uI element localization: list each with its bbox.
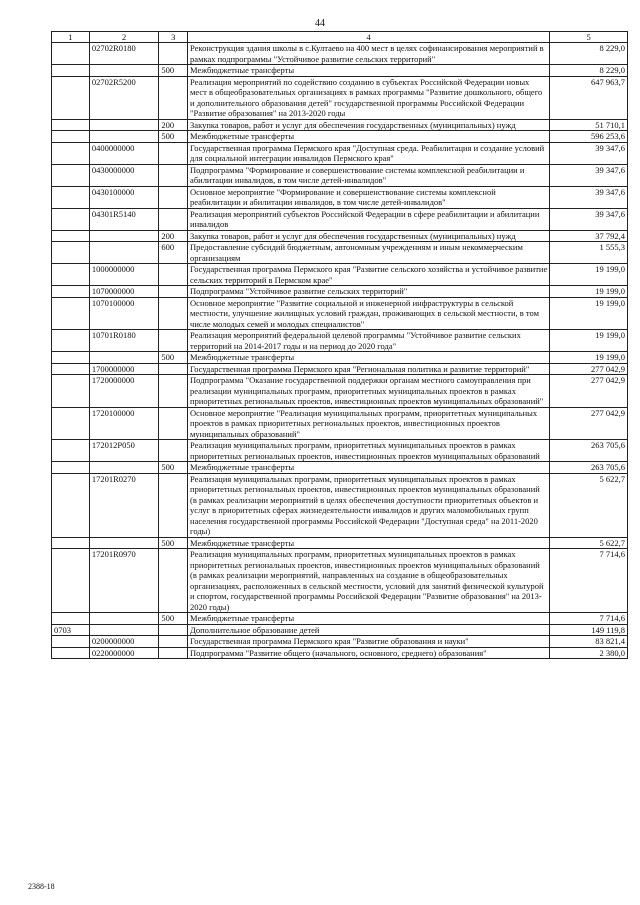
table-row: [52, 462, 628, 474]
amount-cell: 149 119,8: [550, 624, 628, 636]
target-article-cell: [89, 119, 159, 131]
section-code-cell: [52, 119, 90, 131]
table-row: [52, 537, 628, 549]
table-row: [52, 43, 628, 65]
section-code-cell: 0703: [52, 624, 90, 636]
amount-cell: 19 199,0: [550, 286, 628, 298]
table-row: [52, 286, 628, 298]
expense-type-cell: [159, 636, 188, 648]
amount-cell: 37 792,4: [550, 230, 628, 242]
item-name-cell: Межбюджетные трансферты: [188, 65, 550, 77]
item-name-cell: Государственная программа Пермского края "Развитие сельского хозяйства и устойчивое развитие сельских территорий в Пермском крае": [188, 264, 550, 286]
table-row: [52, 647, 628, 659]
expense-type-cell: [159, 43, 188, 65]
item-name-cell: Закупка товаров, работ и услуг для обеспечения государственных (муниципальных) нужд: [188, 230, 550, 242]
target-article-cell: 1070000000: [89, 286, 159, 298]
expense-type-cell: [159, 363, 188, 375]
expense-type-cell: 500: [159, 131, 188, 143]
column-header: 2: [89, 32, 159, 43]
target-article-cell: [89, 462, 159, 474]
amount-cell: 8 229,0: [550, 43, 628, 65]
target-article-cell: 17201R0970: [89, 549, 159, 613]
section-code-cell: [52, 142, 90, 164]
table-row: [52, 440, 628, 462]
expense-type-cell: 600: [159, 242, 188, 264]
target-article-cell: [89, 624, 159, 636]
item-name-cell: Государственная программа Пермского края "Доступная среда. Реабилитация и создание условий для социальной интеграции инвалидов Пермского края": [188, 142, 550, 164]
amount-cell: 277 042,9: [550, 407, 628, 440]
target-article-cell: 04301R5140: [89, 208, 159, 230]
expense-type-cell: 500: [159, 462, 188, 474]
target-article-cell: [89, 65, 159, 77]
table-row: [52, 164, 628, 186]
item-name-cell: Реализация мероприятий по содействию созданию в субъектах Российской Федерации новых мест в общеобразовательных организациях в рамках программы "Развитие дошкольного, общего и дополнительного образования детей" государственной программы Российской Федерации "Развитие образования" на 2013-2020 годы: [188, 76, 550, 119]
section-code-cell: [52, 76, 90, 119]
item-name-cell: Межбюджетные трансферты: [188, 131, 550, 143]
column-header: 3: [159, 32, 188, 43]
item-name-cell: Межбюджетные трансферты: [188, 352, 550, 364]
target-article-cell: 0430000000: [89, 164, 159, 186]
expense-type-cell: [159, 297, 188, 330]
target-article-cell: 17201R0270: [89, 473, 159, 537]
section-code-cell: [52, 65, 90, 77]
amount-cell: 277 042,9: [550, 375, 628, 408]
section-code-cell: [52, 549, 90, 613]
section-code-cell: [52, 286, 90, 298]
table-row: [52, 636, 628, 648]
amount-cell: 39 347,6: [550, 208, 628, 230]
target-article-cell: 1720000000: [89, 375, 159, 408]
item-name-cell: Подпрограмма "Оказание государственной поддержки органам местного самоуправления при реализации муниципальных программ, приоритетных муниципальных проектов в рамках приоритетных региональных проектов, инвестиционных проектов муниципальных образований": [188, 375, 550, 408]
expense-type-cell: 500: [159, 65, 188, 77]
item-name-cell: Межбюджетные трансферты: [188, 613, 550, 625]
amount-cell: 19 199,0: [550, 352, 628, 364]
table-row: [52, 242, 628, 264]
expense-type-cell: [159, 286, 188, 298]
section-code-cell: [52, 363, 90, 375]
expense-type-cell: 500: [159, 537, 188, 549]
section-code-cell: [52, 264, 90, 286]
target-article-cell: [89, 613, 159, 625]
expense-type-cell: [159, 647, 188, 659]
amount-cell: 7 714,6: [550, 549, 628, 613]
item-name-cell: Дополнительное образование детей: [188, 624, 550, 636]
budget-table: [51, 31, 628, 659]
target-article-cell: [89, 230, 159, 242]
target-article-cell: 02702R5200: [89, 76, 159, 119]
amount-cell: 39 347,6: [550, 142, 628, 164]
expense-type-cell: [159, 186, 188, 208]
expense-type-cell: [159, 407, 188, 440]
item-name-cell: Основное мероприятие "Реализация муниципальных программ, приоритетных муниципальных проектов в рамках приоритетных региональных проектов, инвестиционных проектов муниципальных образований": [188, 407, 550, 440]
section-code-cell: [52, 330, 90, 352]
item-name-cell: Реализация муниципальных программ, приоритетных муниципальных проектов в рамках приоритетных региональных проектов, инвестиционных проектов муниципальных образований (в рамках реализации мероприятий в целях обеспечения доступности приоритетных объектов и услуг в приоритетных сферах жизнедеятельности инвалидов и других маломобильных групп населения государственной программы Российской Федерации "Доступная среда" на 2011-2020 годы): [188, 473, 550, 537]
table-row: [52, 297, 628, 330]
table-row: [52, 473, 628, 537]
table-row: [52, 363, 628, 375]
section-code-cell: [52, 164, 90, 186]
item-name-cell: Подпрограмма "Развитие общего (начального, основного, среднего) образования": [188, 647, 550, 659]
expense-type-cell: [159, 208, 188, 230]
target-article-cell: 0400000000: [89, 142, 159, 164]
item-name-cell: Реализация муниципальных программ, приоритетных муниципальных проектов в рамках приоритетных региональных проектов, инвестиционных проектов муниципальных образований: [188, 440, 550, 462]
column-header: 1: [52, 32, 90, 43]
amount-cell: 19 199,0: [550, 297, 628, 330]
section-code-cell: [52, 647, 90, 659]
table-row: [52, 230, 628, 242]
expense-type-cell: 200: [159, 119, 188, 131]
item-name-cell: Подпрограмма "Формирование и совершенствование системы комплексной реабилитации и абилитации инвалидов, в том числе детей-инвалидов": [188, 164, 550, 186]
table-row: [52, 208, 628, 230]
section-code-cell: [52, 613, 90, 625]
section-code-cell: [52, 407, 90, 440]
expense-type-cell: [159, 549, 188, 613]
section-code-cell: [52, 440, 90, 462]
item-name-cell: Реконструкция здания школы в с.Култаево на 400 мест в целях софинансирования мероприятий в рамках подпрограммы "Устойчивое развитие сельских территорий": [188, 43, 550, 65]
table-row: [52, 624, 628, 636]
amount-cell: 263 705,6: [550, 440, 628, 462]
column-header: 5: [550, 32, 628, 43]
target-article-cell: [89, 131, 159, 143]
table-row: [52, 352, 628, 364]
table-row: [52, 407, 628, 440]
expense-type-cell: [159, 624, 188, 636]
table-row: [52, 330, 628, 352]
amount-cell: 5 622,7: [550, 537, 628, 549]
item-name-cell: Закупка товаров, работ и услуг для обеспечения государственных (муниципальных) нужд: [188, 119, 550, 131]
amount-cell: 263 705,6: [550, 462, 628, 474]
target-article-cell: 1070100000: [89, 297, 159, 330]
target-article-cell: [89, 537, 159, 549]
table-row: [52, 119, 628, 131]
amount-cell: 19 199,0: [550, 264, 628, 286]
table-header-row: [52, 32, 628, 43]
target-article-cell: 10701R0180: [89, 330, 159, 352]
amount-cell: 39 347,6: [550, 164, 628, 186]
amount-cell: 2 380,0: [550, 647, 628, 659]
item-name-cell: Предоставление субсидий бюджетным, автономным учреждениям и иным некоммерческим организациям: [188, 242, 550, 264]
column-header: 4: [188, 32, 550, 43]
target-article-cell: 0220000000: [89, 647, 159, 659]
table-row: [52, 264, 628, 286]
item-name-cell: Основное мероприятие "Развитие социальной и инженерной инфраструктуры в сельской местности, улучшение жилищных условий граждан, проживающих в сельской местности, в том числе молодых семей и молодых специалистов": [188, 297, 550, 330]
target-article-cell: 0430100000: [89, 186, 159, 208]
target-article-cell: 02702R0180: [89, 43, 159, 65]
expense-type-cell: 500: [159, 352, 188, 364]
expense-type-cell: [159, 375, 188, 408]
section-code-cell: [52, 186, 90, 208]
section-code-cell: [52, 352, 90, 364]
expense-type-cell: [159, 440, 188, 462]
target-article-cell: [89, 352, 159, 364]
section-code-cell: [52, 208, 90, 230]
section-code-cell: [52, 242, 90, 264]
table-row: [52, 142, 628, 164]
expense-type-cell: [159, 264, 188, 286]
item-name-cell: Государственная программа Пермского края "Региональная политика и развитие территорий": [188, 363, 550, 375]
target-article-cell: [89, 242, 159, 264]
item-name-cell: Основное мероприятие "Формирование и совершенствование системы комплексной реабилитации и абилитации инвалидов, в том числе детей-инвалидов": [188, 186, 550, 208]
target-article-cell: 1720100000: [89, 407, 159, 440]
amount-cell: 51 710,1: [550, 119, 628, 131]
table-row: [52, 613, 628, 625]
item-name-cell: Подпрограмма "Устойчивое развитие сельских территорий": [188, 286, 550, 298]
amount-cell: 1 555,3: [550, 242, 628, 264]
amount-cell: 647 963,7: [550, 76, 628, 119]
section-code-cell: [52, 462, 90, 474]
section-code-cell: [52, 636, 90, 648]
table-row: [52, 375, 628, 408]
target-article-cell: 1700000000: [89, 363, 159, 375]
section-code-cell: [52, 375, 90, 408]
section-code-cell: [52, 131, 90, 143]
target-article-cell: 1000000000: [89, 264, 159, 286]
expense-type-cell: [159, 330, 188, 352]
amount-cell: 277 042,9: [550, 363, 628, 375]
table-row: [52, 131, 628, 143]
footer-code: 2388-18: [28, 882, 55, 891]
item-name-cell: Межбюджетные трансферты: [188, 462, 550, 474]
expense-type-cell: 200: [159, 230, 188, 242]
expense-type-cell: [159, 164, 188, 186]
item-name-cell: Межбюджетные трансферты: [188, 537, 550, 549]
target-article-cell: 0200000000: [89, 636, 159, 648]
amount-cell: 19 199,0: [550, 330, 628, 352]
table-row: [52, 186, 628, 208]
item-name-cell: Реализация мероприятий субъектов Российской Федерации в сфере реабилитации и абилитации инвалидов: [188, 208, 550, 230]
section-code-cell: [52, 297, 90, 330]
table-row: [52, 549, 628, 613]
expense-type-cell: 500: [159, 613, 188, 625]
expense-type-cell: [159, 76, 188, 119]
item-name-cell: Реализация муниципальных программ, приоритетных муниципальных проектов в рамках приоритетных региональных проектов, инвестиционных проектов муниципальных образований (в рамках реализации мероприятий, направленных на создание в общеобразовательных организациях, расположенных в сельской местности, условий для занятий физической культурой и спортом, государственной программы Российской Федерации "Развитие образования" на 2013-2020 годы): [188, 549, 550, 613]
amount-cell: 8 229,0: [550, 65, 628, 77]
amount-cell: 39 347,6: [550, 186, 628, 208]
table-row: [52, 65, 628, 77]
section-code-cell: [52, 230, 90, 242]
amount-cell: 596 253,6: [550, 131, 628, 143]
target-article-cell: 172012P050: [89, 440, 159, 462]
amount-cell: 5 622,7: [550, 473, 628, 537]
item-name-cell: Реализация мероприятий федеральной целевой программы "Устойчивое развитие сельских территорий на 2014-2017 годы и на период до 2020 года": [188, 330, 550, 352]
section-code-cell: [52, 537, 90, 549]
item-name-cell: Государственная программа Пермского края "Развитие образования и науки": [188, 636, 550, 648]
amount-cell: 7 714,6: [550, 613, 628, 625]
expense-type-cell: [159, 473, 188, 537]
section-code-cell: [52, 43, 90, 65]
expense-type-cell: [159, 142, 188, 164]
page-number: 44: [315, 18, 325, 29]
amount-cell: 83 821,4: [550, 636, 628, 648]
section-code-cell: [52, 473, 90, 537]
table-row: [52, 76, 628, 119]
